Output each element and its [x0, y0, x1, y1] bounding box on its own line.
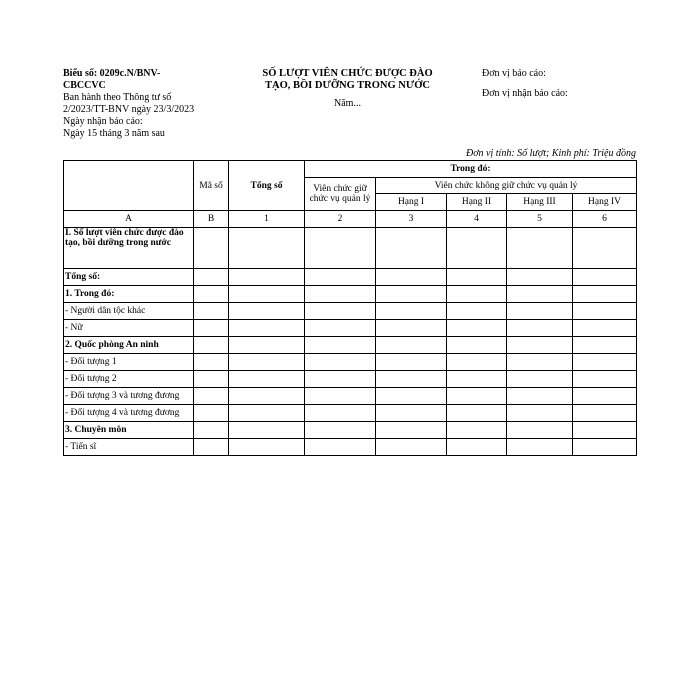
row-label: 1. Trong đó:	[64, 286, 194, 303]
col-code: 2	[305, 211, 376, 228]
data-cell[interactable]	[305, 439, 376, 456]
data-cell[interactable]	[507, 303, 573, 320]
data-cell[interactable]	[507, 405, 573, 422]
data-cell[interactable]	[447, 371, 507, 388]
header-empty-cell	[64, 161, 194, 211]
data-cell[interactable]	[447, 228, 507, 269]
data-cell[interactable]	[447, 405, 507, 422]
row-label: 2. Quốc phòng An ninh	[64, 337, 194, 354]
data-cell[interactable]	[376, 388, 447, 405]
data-cell[interactable]	[229, 388, 305, 405]
circular-ref: 2/2023/TT-BNV ngày 23/3/2023	[63, 104, 195, 115]
data-cell[interactable]	[573, 439, 637, 456]
data-cell[interactable]	[194, 354, 229, 371]
table-row	[64, 388, 637, 405]
row-label: I. Số lượt viên chức được đào tạo, bồi dưỡng trong nước	[64, 228, 194, 269]
header-vc-khong-giu: Viên chức không giữ chức vụ quản lý	[376, 178, 637, 194]
data-cell[interactable]	[305, 320, 376, 337]
data-cell[interactable]	[229, 422, 305, 439]
header-vc-giu-line1: Viên chức giữ	[313, 184, 367, 194]
data-cell[interactable]	[447, 320, 507, 337]
data-cell[interactable]	[376, 405, 447, 422]
table-row	[64, 286, 637, 303]
table-row	[64, 228, 637, 269]
col-code: B	[194, 211, 229, 228]
data-cell[interactable]	[447, 269, 507, 286]
data-cell[interactable]	[194, 320, 229, 337]
row-label: - Đối tượng 1	[64, 354, 194, 371]
receiving-unit: Đơn vị nhận báo cáo:	[482, 88, 568, 99]
form-info	[63, 68, 213, 140]
data-cell[interactable]	[376, 371, 447, 388]
data-cell[interactable]	[376, 286, 447, 303]
data-cell[interactable]	[376, 228, 447, 269]
received-date: Ngày 15 tháng 3 năm sau	[63, 128, 165, 139]
data-cell[interactable]	[229, 269, 305, 286]
data-cell[interactable]	[507, 388, 573, 405]
header-hang-4: Hạng IV	[573, 194, 637, 211]
data-cell[interactable]	[194, 286, 229, 303]
row-label: - Người dân tộc khác	[64, 303, 194, 320]
report-title-line1: SỐ LƯỢT VIÊN CHỨC ĐƯỢC ĐÀO	[262, 68, 433, 79]
form-code-line1: Biểu số: 0209c.N/BNV-	[63, 68, 161, 79]
data-cell[interactable]	[447, 286, 507, 303]
row-label: 3. Chuyên môn	[64, 422, 194, 439]
data-cell[interactable]	[229, 371, 305, 388]
data-cell[interactable]	[194, 303, 229, 320]
row-label: - Đối tượng 4 và tương đương	[64, 405, 194, 422]
data-cell[interactable]	[305, 303, 376, 320]
data-cell[interactable]	[573, 405, 637, 422]
table-row	[64, 439, 637, 456]
table-row	[64, 405, 637, 422]
data-cell[interactable]	[229, 286, 305, 303]
data-cell[interactable]	[507, 320, 573, 337]
data-cell[interactable]	[573, 320, 637, 337]
report-year: Năm...	[334, 98, 361, 109]
data-cell[interactable]	[507, 269, 573, 286]
data-cell[interactable]	[447, 422, 507, 439]
report-title-block	[240, 68, 455, 110]
data-cell[interactable]	[305, 337, 376, 354]
data-cell[interactable]	[305, 422, 376, 439]
form-code-line2: CBCCVC	[63, 80, 106, 91]
data-cell[interactable]	[305, 286, 376, 303]
data-cell[interactable]	[376, 422, 447, 439]
data-cell[interactable]	[194, 228, 229, 269]
data-cell[interactable]	[194, 269, 229, 286]
data-cell[interactable]	[194, 337, 229, 354]
data-cell[interactable]	[573, 388, 637, 405]
row-label: Tổng số:	[64, 269, 194, 286]
data-cell[interactable]	[573, 371, 637, 388]
data-cell[interactable]	[507, 286, 573, 303]
data-cell[interactable]	[229, 303, 305, 320]
data-cell[interactable]	[507, 354, 573, 371]
report-title-line2: TẠO, BỒI DƯỠNG TRONG NƯỚC	[265, 80, 430, 91]
data-cell[interactable]	[305, 269, 376, 286]
col-code: 6	[573, 211, 637, 228]
data-cell[interactable]	[376, 303, 447, 320]
data-cell[interactable]	[573, 269, 637, 286]
header-hang-3: Hạng III	[507, 194, 573, 211]
data-cell[interactable]	[447, 303, 507, 320]
data-cell[interactable]	[573, 286, 637, 303]
header-hang-1: Hạng I	[376, 194, 447, 211]
col-code: 1	[229, 211, 305, 228]
data-cell[interactable]	[507, 422, 573, 439]
data-cell[interactable]	[229, 228, 305, 269]
data-cell[interactable]	[194, 371, 229, 388]
data-cell[interactable]	[573, 303, 637, 320]
row-label: - Đối tượng 3 và tương đương	[64, 388, 194, 405]
data-cell[interactable]	[229, 320, 305, 337]
header-ma-so: Mã số	[194, 161, 229, 211]
row-label: - Tiến sĩ	[64, 439, 194, 456]
header-vc-giu-chuc-vu	[305, 178, 376, 211]
data-cell[interactable]	[447, 337, 507, 354]
unit-note: Đơn vị tính: Số lượt; Kinh phí: Triệu đồng	[465, 148, 636, 159]
data-cell[interactable]	[507, 228, 573, 269]
issued-by: Ban hành theo Thông tư số	[63, 92, 172, 103]
data-cell[interactable]	[229, 439, 305, 456]
data-cell[interactable]	[573, 228, 637, 269]
data-cell[interactable]	[305, 354, 376, 371]
data-cell[interactable]	[229, 354, 305, 371]
data-cell[interactable]	[573, 337, 637, 354]
data-cell[interactable]	[507, 371, 573, 388]
unit-info	[482, 68, 632, 108]
data-cell[interactable]	[447, 388, 507, 405]
received-label: Ngày nhận báo cáo:	[63, 116, 143, 127]
data-cell[interactable]	[376, 354, 447, 371]
report-table	[63, 160, 637, 456]
data-cell[interactable]	[305, 228, 376, 269]
data-cell[interactable]	[507, 439, 573, 456]
data-cell[interactable]	[194, 388, 229, 405]
data-cell[interactable]	[573, 354, 637, 371]
header-tong-so: Tổng số	[229, 161, 305, 211]
data-cell[interactable]	[447, 439, 507, 456]
table-row	[64, 320, 637, 337]
data-cell[interactable]	[194, 405, 229, 422]
data-cell[interactable]	[376, 337, 447, 354]
table-row	[64, 354, 637, 371]
column-code-row	[64, 211, 637, 228]
data-cell[interactable]	[376, 439, 447, 456]
table-row	[64, 422, 637, 439]
data-cell[interactable]	[447, 354, 507, 371]
row-label: - Nữ	[64, 320, 194, 337]
reporting-unit: Đơn vị báo cáo:	[482, 68, 546, 79]
header-trong-do: Trong đó:	[305, 161, 637, 178]
data-cell[interactable]	[376, 269, 447, 286]
col-code: 3	[376, 211, 447, 228]
data-cell[interactable]	[305, 405, 376, 422]
data-cell[interactable]	[305, 371, 376, 388]
col-code: 5	[507, 211, 573, 228]
data-cell[interactable]	[507, 337, 573, 354]
data-cell[interactable]	[376, 320, 447, 337]
data-cell[interactable]	[194, 439, 229, 456]
col-code: 4	[447, 211, 507, 228]
data-cell[interactable]	[229, 337, 305, 354]
table-row	[64, 269, 637, 286]
table-row	[64, 337, 637, 354]
col-code: A	[64, 211, 194, 228]
data-cell[interactable]	[305, 388, 376, 405]
data-cell[interactable]	[194, 422, 229, 439]
header-vc-giu-line2: chức vụ quản lý	[309, 194, 371, 204]
header-hang-2: Hạng II	[447, 194, 507, 211]
table-row	[64, 371, 637, 388]
data-cell[interactable]	[229, 405, 305, 422]
row-label: - Đối tượng 2	[64, 371, 194, 388]
data-cell[interactable]	[573, 422, 637, 439]
table-row	[64, 303, 637, 320]
